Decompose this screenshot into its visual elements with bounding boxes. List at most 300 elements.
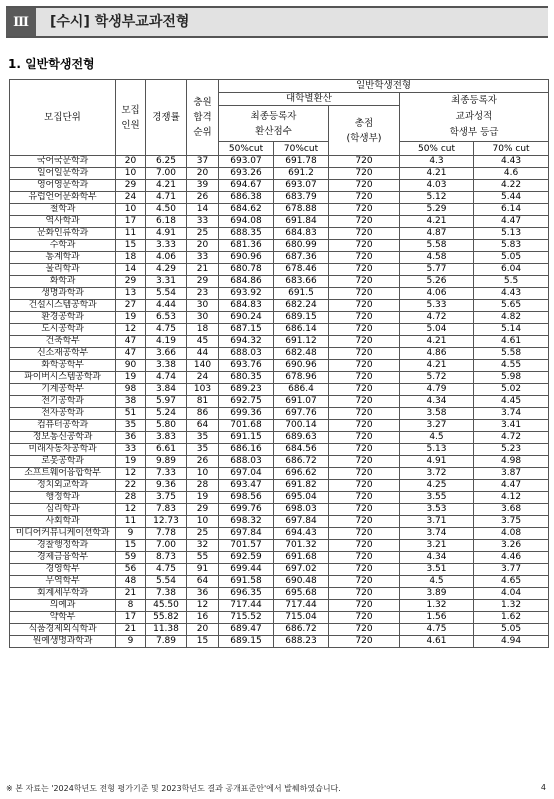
cell-grade70: 5.5 <box>474 276 549 288</box>
cell-grade70: 5.44 <box>474 192 549 204</box>
cell-rank: 10 <box>187 516 219 528</box>
cell-rank: 55 <box>187 552 219 564</box>
table-row <box>10 324 549 336</box>
cell-quota: 48 <box>116 576 146 588</box>
cell-unit: 일어일문학과 <box>10 168 116 180</box>
cell-unit: 회계세무학과 <box>10 588 116 600</box>
cell-unit: 의예과 <box>10 600 116 612</box>
cell-grade50: 4.79 <box>400 384 474 396</box>
cell-cut50: 693.76 <box>219 360 274 372</box>
cell-competition: 3.33 <box>146 240 187 252</box>
cell-unit: 기계공학부 <box>10 384 116 396</box>
header-grade70: 70% cut <box>474 142 549 156</box>
header-grade50: 50% cut <box>400 142 474 156</box>
cell-grade50: 4.21 <box>400 168 474 180</box>
cell-total: 720 <box>329 156 400 168</box>
cell-cut70: 686.72 <box>274 624 329 636</box>
cell-grade50: 3.27 <box>400 420 474 432</box>
cell-quota: 27 <box>116 300 146 312</box>
cell-unit: 경제금융학부 <box>10 552 116 564</box>
cell-total: 720 <box>329 468 400 480</box>
cell-quota: 38 <box>116 396 146 408</box>
cell-grade70: 4.47 <box>474 480 549 492</box>
cell-grade70: 5.05 <box>474 252 549 264</box>
cell-competition: 4.21 <box>146 180 187 192</box>
cell-rank: 30 <box>187 300 219 312</box>
table-row <box>10 168 549 180</box>
cell-cut50: 686.16 <box>219 444 274 456</box>
cell-grade70: 4.98 <box>474 456 549 468</box>
cell-unit: 행정학과 <box>10 492 116 504</box>
cell-total: 720 <box>329 396 400 408</box>
cell-quota: 11 <box>116 516 146 528</box>
cell-cut50: 690.96 <box>219 252 274 264</box>
cell-cut70: 693.07 <box>274 180 329 192</box>
header-quota: 모집 인원 <box>116 80 146 156</box>
table-row <box>10 540 549 552</box>
table-row <box>10 432 549 444</box>
cell-quota: 14 <box>116 264 146 276</box>
section-number-badge: Ⅲ <box>6 8 36 36</box>
cell-total: 720 <box>329 432 400 444</box>
header-final-grade: 최종등록자 교과성적 학생부 등급 <box>400 93 549 142</box>
cell-grade70: 5.65 <box>474 300 549 312</box>
cell-grade50: 3.72 <box>400 468 474 480</box>
header-cut70: 70%cut <box>274 142 329 156</box>
cell-cut70: 684.83 <box>274 228 329 240</box>
cell-rank: 39 <box>187 180 219 192</box>
cell-quota: 24 <box>116 192 146 204</box>
cell-total: 720 <box>329 204 400 216</box>
cell-grade50: 4.75 <box>400 624 474 636</box>
cell-grade50: 5.72 <box>400 372 474 384</box>
cell-competition: 6.18 <box>146 216 187 228</box>
cell-grade50: 5.29 <box>400 204 474 216</box>
cell-total: 720 <box>329 624 400 636</box>
cell-cut70: 694.43 <box>274 528 329 540</box>
table-row <box>10 252 549 264</box>
table-row <box>10 576 549 588</box>
cell-cut70: 686.14 <box>274 324 329 336</box>
table-row <box>10 636 549 648</box>
cell-competition: 6.53 <box>146 312 187 324</box>
cell-grade70: 5.58 <box>474 348 549 360</box>
cell-cut50: 699.44 <box>219 564 274 576</box>
cell-competition: 11.38 <box>146 624 187 636</box>
cell-competition: 4.06 <box>146 252 187 264</box>
cell-grade70: 5.05 <box>474 624 549 636</box>
cell-grade70: 5.14 <box>474 324 549 336</box>
cell-cut70: 691.5 <box>274 288 329 300</box>
cell-grade50: 1.32 <box>400 600 474 612</box>
cell-competition: 5.24 <box>146 408 187 420</box>
header-competition: 경쟁률 <box>146 80 187 156</box>
table-row <box>10 348 549 360</box>
cell-rank: 18 <box>187 324 219 336</box>
table-row <box>10 312 549 324</box>
cell-unit: 영어영문학과 <box>10 180 116 192</box>
cell-quota: 11 <box>116 228 146 240</box>
cell-total: 720 <box>329 456 400 468</box>
cell-cut50: 681.36 <box>219 240 274 252</box>
cell-total: 720 <box>329 180 400 192</box>
cell-grade50: 5.13 <box>400 444 474 456</box>
cell-unit: 화학공학부 <box>10 360 116 372</box>
cell-grade70: 4.43 <box>474 156 549 168</box>
cell-competition: 4.75 <box>146 564 187 576</box>
cell-unit: 심리학과 <box>10 504 116 516</box>
cell-grade70: 4.82 <box>474 312 549 324</box>
cell-cut50: 694.08 <box>219 216 274 228</box>
cell-competition: 7.00 <box>146 168 187 180</box>
table-row <box>10 336 549 348</box>
table-row <box>10 204 549 216</box>
cell-grade70: 4.65 <box>474 576 549 588</box>
section-header-bar <box>6 6 548 38</box>
cell-competition: 9.36 <box>146 480 187 492</box>
cell-unit: 소프트웨어융합학부 <box>10 468 116 480</box>
cell-grade50: 4.21 <box>400 216 474 228</box>
cell-cut50: 699.36 <box>219 408 274 420</box>
cell-cut70: 678.88 <box>274 204 329 216</box>
cell-quota: 47 <box>116 336 146 348</box>
cell-quota: 56 <box>116 564 146 576</box>
table-row <box>10 228 549 240</box>
cell-grade50: 3.71 <box>400 516 474 528</box>
cell-total: 720 <box>329 492 400 504</box>
cell-total: 720 <box>329 168 400 180</box>
cell-grade50: 3.58 <box>400 408 474 420</box>
cell-grade70: 4.61 <box>474 336 549 348</box>
cell-rank: 25 <box>187 528 219 540</box>
cell-rank: 64 <box>187 420 219 432</box>
cell-competition: 7.38 <box>146 588 187 600</box>
cell-cut70: 682.48 <box>274 348 329 360</box>
cell-competition: 4.75 <box>146 324 187 336</box>
table-row <box>10 300 549 312</box>
cell-unit: 환경공학과 <box>10 312 116 324</box>
header-univ-convert: 대학별환산 <box>219 93 400 106</box>
cell-total: 720 <box>329 192 400 204</box>
cell-grade70: 3.41 <box>474 420 549 432</box>
cell-total: 720 <box>329 528 400 540</box>
cell-grade50: 3.21 <box>400 540 474 552</box>
cell-unit: 미디어커뮤니케이션학과 <box>10 528 116 540</box>
cell-grade70: 6.14 <box>474 204 549 216</box>
cell-cut70: 686.72 <box>274 456 329 468</box>
cell-cut70: 687.36 <box>274 252 329 264</box>
cell-grade50: 3.89 <box>400 588 474 600</box>
cell-competition: 6.25 <box>146 156 187 168</box>
cell-grade50: 1.56 <box>400 612 474 624</box>
cell-cut70: 688.23 <box>274 636 329 648</box>
cell-cut50: 696.35 <box>219 588 274 600</box>
cell-rank: 81 <box>187 396 219 408</box>
cell-cut70: 690.48 <box>274 576 329 588</box>
cell-total: 720 <box>329 360 400 372</box>
cell-grade70: 4.12 <box>474 492 549 504</box>
cell-rank: 20 <box>187 168 219 180</box>
cell-cut50: 693.26 <box>219 168 274 180</box>
cell-total: 720 <box>329 552 400 564</box>
cell-quota: 9 <box>116 528 146 540</box>
cell-unit: 무역학부 <box>10 576 116 588</box>
cell-grade50: 5.77 <box>400 264 474 276</box>
cell-quota: 29 <box>116 180 146 192</box>
table-row <box>10 360 549 372</box>
cell-competition: 5.97 <box>146 396 187 408</box>
cell-competition: 4.29 <box>146 264 187 276</box>
cell-grade50: 4.86 <box>400 348 474 360</box>
cell-quota: 17 <box>116 216 146 228</box>
cell-unit: 통계학과 <box>10 252 116 264</box>
cell-quota: 59 <box>116 552 146 564</box>
cell-grade70: 4.45 <box>474 396 549 408</box>
cell-grade70: 4.08 <box>474 528 549 540</box>
cell-cut50: 686.38 <box>219 192 274 204</box>
table-row <box>10 396 549 408</box>
cell-grade70: 4.46 <box>474 552 549 564</box>
table-row <box>10 372 549 384</box>
cell-grade50: 5.26 <box>400 276 474 288</box>
cell-rank: 103 <box>187 384 219 396</box>
cell-cut70: 683.66 <box>274 276 329 288</box>
table-row <box>10 276 549 288</box>
cell-total: 720 <box>329 372 400 384</box>
cell-competition: 5.54 <box>146 576 187 588</box>
cell-cut50: 698.56 <box>219 492 274 504</box>
cell-grade70: 4.55 <box>474 360 549 372</box>
cell-unit: 식품경제외식학과 <box>10 624 116 636</box>
cell-grade70: 1.62 <box>474 612 549 624</box>
cell-grade50: 4.34 <box>400 552 474 564</box>
header-group: 일반학생전형 <box>219 80 549 93</box>
cell-cut50: 688.03 <box>219 348 274 360</box>
cell-grade50: 3.74 <box>400 528 474 540</box>
cell-quota: 10 <box>116 204 146 216</box>
cell-rank: 28 <box>187 480 219 492</box>
table-row <box>10 288 549 300</box>
cell-total: 720 <box>329 444 400 456</box>
cell-total: 720 <box>329 252 400 264</box>
cell-cut50: 688.35 <box>219 228 274 240</box>
cell-competition: 3.84 <box>146 384 187 396</box>
cell-cut50: 701.68 <box>219 420 274 432</box>
cell-cut50: 698.32 <box>219 516 274 528</box>
cell-unit: 경영학부 <box>10 564 116 576</box>
cell-competition: 4.50 <box>146 204 187 216</box>
cell-total: 720 <box>329 588 400 600</box>
cell-competition: 8.73 <box>146 552 187 564</box>
cell-cut50: 717.44 <box>219 600 274 612</box>
cell-rank: 36 <box>187 588 219 600</box>
cell-grade70: 3.75 <box>474 516 549 528</box>
footer-note: ※ 본 자료는 '2024학년도 전형 평가기준 및 2023학년도 결과 공개표준안'에서 발췌하였습니다. <box>6 784 341 793</box>
table-row <box>10 444 549 456</box>
cell-total: 720 <box>329 420 400 432</box>
cell-competition: 3.31 <box>146 276 187 288</box>
cell-unit: 원예생명과학과 <box>10 636 116 648</box>
table-row <box>10 516 549 528</box>
cell-total: 720 <box>329 228 400 240</box>
cell-competition: 45.50 <box>146 600 187 612</box>
cell-cut50: 689.47 <box>219 624 274 636</box>
cell-grade50: 4.3 <box>400 156 474 168</box>
cell-cut50: 687.15 <box>219 324 274 336</box>
cell-cut50: 692.59 <box>219 552 274 564</box>
cell-unit: 전자공학과 <box>10 408 116 420</box>
cell-rank: 20 <box>187 240 219 252</box>
cell-grade50: 5.04 <box>400 324 474 336</box>
cell-cut70: 701.32 <box>274 540 329 552</box>
cell-cut70: 698.03 <box>274 504 329 516</box>
cell-unit: 도시공학과 <box>10 324 116 336</box>
cell-cut70: 689.63 <box>274 432 329 444</box>
cell-grade70: 4.22 <box>474 180 549 192</box>
cell-rank: 32 <box>187 540 219 552</box>
cell-grade50: 4.87 <box>400 228 474 240</box>
cell-competition: 12.73 <box>146 516 187 528</box>
cell-quota: 22 <box>116 480 146 492</box>
cell-quota: 28 <box>116 492 146 504</box>
cell-cut70: 695.68 <box>274 588 329 600</box>
cell-rank: 14 <box>187 204 219 216</box>
cell-grade50: 4.5 <box>400 576 474 588</box>
cell-unit: 수학과 <box>10 240 116 252</box>
cell-rank: 86 <box>187 408 219 420</box>
cell-quota: 9 <box>116 636 146 648</box>
cell-quota: 12 <box>116 324 146 336</box>
cell-cut70: 680.99 <box>274 240 329 252</box>
cell-total: 720 <box>329 240 400 252</box>
cell-total: 720 <box>329 600 400 612</box>
cell-cut70: 697.02 <box>274 564 329 576</box>
cell-cut50: 691.58 <box>219 576 274 588</box>
cell-total: 720 <box>329 504 400 516</box>
cell-competition: 7.83 <box>146 504 187 516</box>
table-row <box>10 480 549 492</box>
table-row <box>10 504 549 516</box>
cell-cut50: 690.24 <box>219 312 274 324</box>
cell-cut50: 693.47 <box>219 480 274 492</box>
cell-grade50: 4.06 <box>400 288 474 300</box>
cell-quota: 20 <box>116 156 146 168</box>
table-row <box>10 180 549 192</box>
table-row <box>10 192 549 204</box>
cell-quota: 33 <box>116 444 146 456</box>
cell-unit: 유럽언어문화학부 <box>10 192 116 204</box>
cell-grade70: 5.98 <box>474 372 549 384</box>
cell-cut70: 691.12 <box>274 336 329 348</box>
cell-rank: 23 <box>187 288 219 300</box>
cell-grade70: 4.94 <box>474 636 549 648</box>
cell-grade70: 5.02 <box>474 384 549 396</box>
cell-quota: 21 <box>116 588 146 600</box>
table-row <box>10 552 549 564</box>
cell-unit: 물리학과 <box>10 264 116 276</box>
cell-grade70: 4.47 <box>474 216 549 228</box>
table-row <box>10 588 549 600</box>
subsection-title: 1. 일반학생전형 <box>8 57 95 71</box>
cell-total: 720 <box>329 636 400 648</box>
cell-cut50: 697.04 <box>219 468 274 480</box>
cell-unit: 문화인류학과 <box>10 228 116 240</box>
table-row <box>10 492 549 504</box>
cell-total: 720 <box>329 264 400 276</box>
cell-cut70: 691.2 <box>274 168 329 180</box>
cell-grade50: 5.12 <box>400 192 474 204</box>
header-rank: 충원 합격 순위 <box>187 80 219 156</box>
cell-grade50: 5.58 <box>400 240 474 252</box>
cell-unit: 역사학과 <box>10 216 116 228</box>
cell-rank: 35 <box>187 432 219 444</box>
header-unit: 모집단위 <box>10 80 116 156</box>
cell-rank: 33 <box>187 216 219 228</box>
cell-grade50: 4.72 <box>400 312 474 324</box>
cell-competition: 4.44 <box>146 300 187 312</box>
cell-grade50: 3.55 <box>400 492 474 504</box>
cell-cut70: 691.84 <box>274 216 329 228</box>
cell-cut70: 700.14 <box>274 420 329 432</box>
cell-cut70: 691.07 <box>274 396 329 408</box>
cell-total: 720 <box>329 288 400 300</box>
cell-rank: 35 <box>187 444 219 456</box>
cell-total: 720 <box>329 348 400 360</box>
cell-cut70: 691.78 <box>274 156 329 168</box>
cell-cut50: 689.23 <box>219 384 274 396</box>
cell-total: 720 <box>329 576 400 588</box>
admission-results-table <box>9 79 549 648</box>
cell-grade70: 4.43 <box>474 288 549 300</box>
cell-total: 720 <box>329 312 400 324</box>
cell-grade50: 4.61 <box>400 636 474 648</box>
cell-grade70: 3.87 <box>474 468 549 480</box>
cell-quota: 13 <box>116 288 146 300</box>
cell-total: 720 <box>329 516 400 528</box>
cell-quota: 12 <box>116 504 146 516</box>
cell-rank: 37 <box>187 156 219 168</box>
cell-total: 720 <box>329 564 400 576</box>
cell-cut50: 694.32 <box>219 336 274 348</box>
cell-competition: 3.66 <box>146 348 187 360</box>
cell-cut70: 689.15 <box>274 312 329 324</box>
cell-total: 720 <box>329 480 400 492</box>
cell-competition: 3.83 <box>146 432 187 444</box>
table-row <box>10 384 549 396</box>
table-row <box>10 624 549 636</box>
cell-cut50: 701.57 <box>219 540 274 552</box>
cell-competition: 5.80 <box>146 420 187 432</box>
cell-total: 720 <box>329 408 400 420</box>
cell-rank: 64 <box>187 576 219 588</box>
table-row <box>10 528 549 540</box>
cell-grade70: 4.72 <box>474 432 549 444</box>
cell-rank: 44 <box>187 348 219 360</box>
cell-cut50: 684.62 <box>219 204 274 216</box>
cell-unit: 경찰행정학과 <box>10 540 116 552</box>
cell-cut70: 682.24 <box>274 300 329 312</box>
cell-total: 720 <box>329 324 400 336</box>
table-body <box>10 156 549 648</box>
cell-grade50: 3.53 <box>400 504 474 516</box>
cell-grade70: 1.32 <box>474 600 549 612</box>
cell-quota: 18 <box>116 252 146 264</box>
cell-competition: 7.33 <box>146 468 187 480</box>
cell-quota: 19 <box>116 372 146 384</box>
cell-quota: 12 <box>116 468 146 480</box>
cell-unit: 사회학과 <box>10 516 116 528</box>
cell-total: 720 <box>329 276 400 288</box>
